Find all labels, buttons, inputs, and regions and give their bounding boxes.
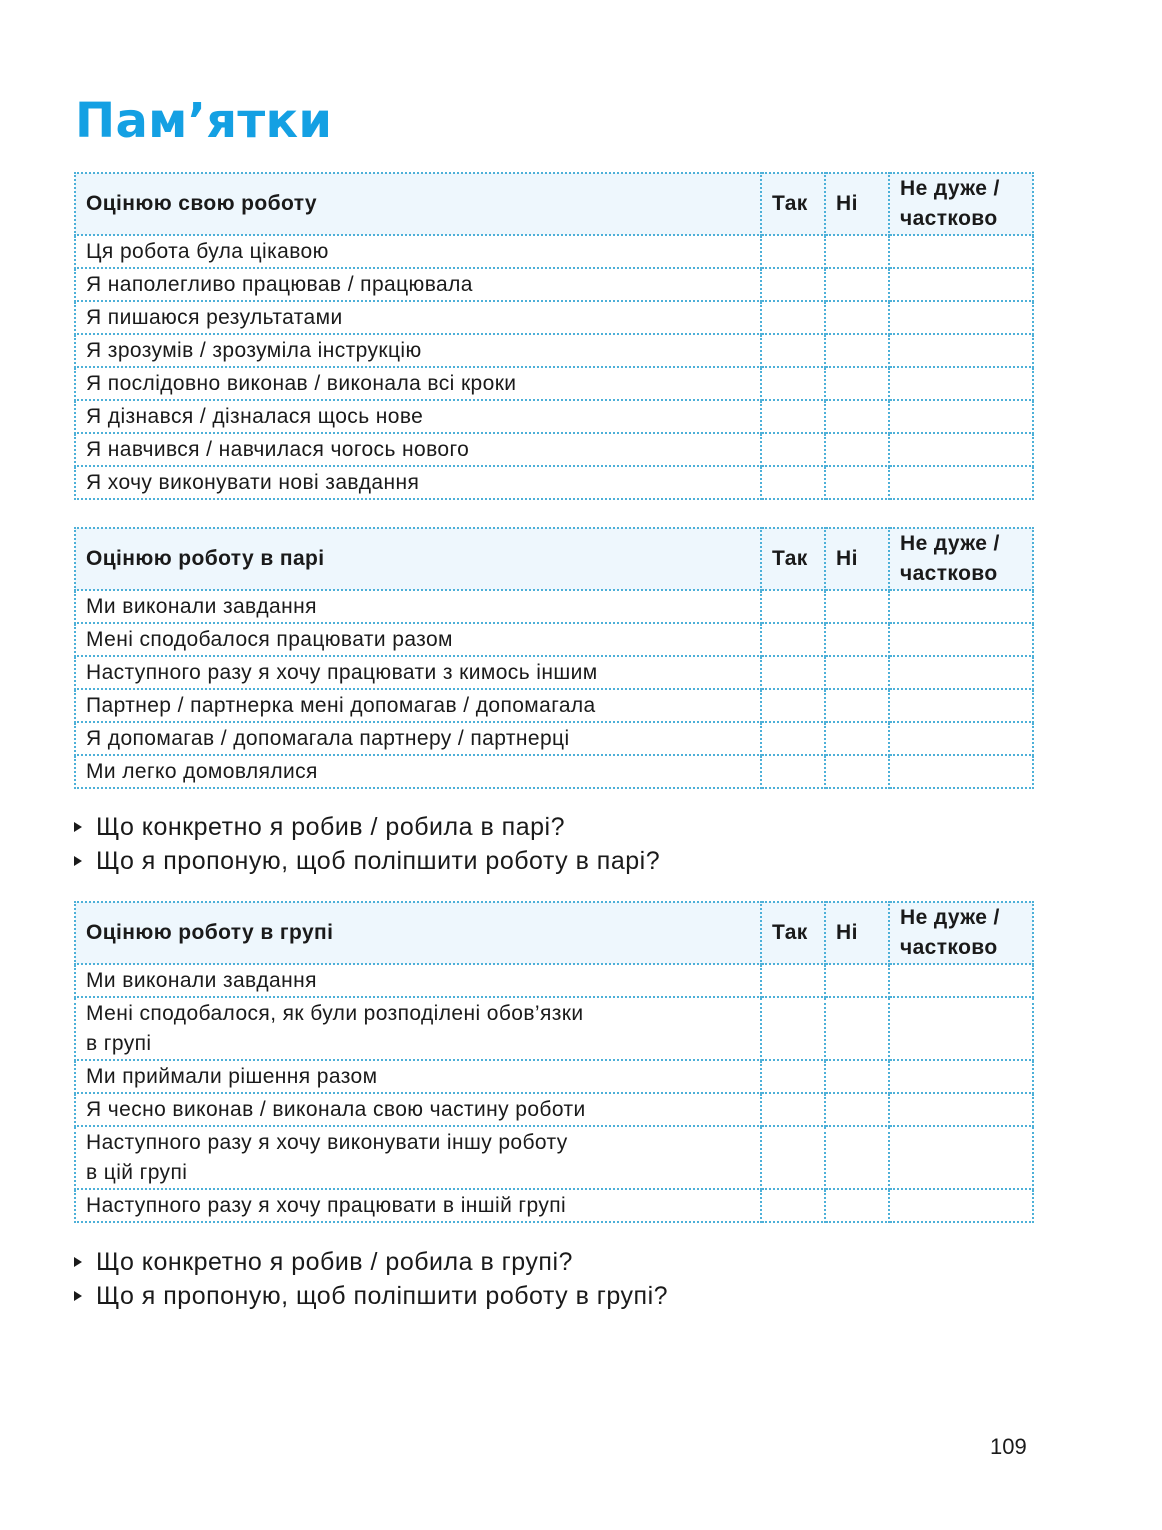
checkbox-partly-cell[interactable] [889,1126,1033,1189]
checkbox-no-cell[interactable] [825,964,889,997]
checkbox-yes-cell[interactable] [761,964,825,997]
criterion-text: Наступного разу я хочу працювати в іншій групі [75,1189,761,1222]
checkbox-yes-cell[interactable] [761,656,825,689]
criterion-text: Партнер / партнерка мені допомагав / допомагала [75,689,761,722]
checkbox-partly-cell[interactable] [889,400,1033,433]
table-header-row [75,173,1033,235]
checkbox-yes-cell[interactable] [761,755,825,788]
table-header-label: Оцінюю роботу в парі [75,528,761,590]
criterion-text: Ми виконали завдання [75,964,761,997]
checkbox-no-cell[interactable] [825,755,889,788]
table-row [75,367,1033,400]
criterion-text: Ми виконали завдання [75,590,761,623]
column-yes: Так [761,173,825,235]
list-item [74,1245,668,1279]
criterion-text: Мені сподобалося, як були розподілені обов’язки в групі [75,997,761,1060]
checkbox-partly-cell[interactable] [889,1189,1033,1222]
question-text: Що конкретно я робив / робила в групі? [96,1248,573,1276]
table-header-row [75,528,1033,590]
criterion-text: Я чесно виконав / виконала свою частину роботи [75,1093,761,1126]
table-row [75,689,1033,722]
checkbox-yes-cell[interactable] [761,235,825,268]
column-partly: Не дуже / частково [889,173,1033,235]
checkbox-partly-cell[interactable] [889,301,1033,334]
question-text: Що я пропоную, щоб поліпшити роботу в групі? [96,1282,669,1310]
criterion-text: Я наполегливо працював / працювала [75,268,761,301]
checkbox-partly-cell[interactable] [889,590,1033,623]
checkbox-yes-cell[interactable] [761,400,825,433]
table-row [75,590,1033,623]
table-row [75,997,1033,1060]
triangle-bullet-icon [74,822,82,832]
table-row [75,1093,1033,1126]
checkbox-no-cell[interactable] [825,656,889,689]
criterion-text: Мені сподобалося працювати разом [75,623,761,656]
column-yes: Так [761,528,825,590]
checkbox-yes-cell[interactable] [761,590,825,623]
column-no: Ні [825,902,889,964]
triangle-bullet-icon [74,856,82,866]
table-row [75,400,1033,433]
checkbox-yes-cell[interactable] [761,997,825,1060]
table-header-label: Оцінюю роботу в групі [75,902,761,964]
table-row [75,755,1033,788]
checkbox-partly-cell[interactable] [889,997,1033,1060]
checkbox-partly-cell[interactable] [889,1093,1033,1126]
criterion-text: Я дізнався / дізналася щось нове [75,400,761,433]
checkbox-no-cell[interactable] [825,1189,889,1222]
table-row [75,1060,1033,1093]
checkbox-yes-cell[interactable] [761,334,825,367]
criterion-text: Наступного разу я хочу працювати з кимось іншим [75,656,761,689]
criterion-text: Ця робота була цікавою [75,235,761,268]
criterion-text: Ми приймали рішення разом [75,1060,761,1093]
pair-reflection-questions [74,810,660,878]
column-partly: Не дуже / частково [889,528,1033,590]
column-no: Ні [825,173,889,235]
checkbox-partly-cell[interactable] [889,656,1033,689]
table-row [75,656,1033,689]
triangle-bullet-icon [74,1291,82,1301]
checkbox-partly-cell[interactable] [889,433,1033,466]
criterion-text: Наступного разу я хочу виконувати іншу роботу в цій групі [75,1126,761,1189]
table-row [75,1126,1033,1189]
checkbox-partly-cell[interactable] [889,722,1033,755]
group-evaluation-table [74,901,1034,1223]
table-row [75,1189,1033,1222]
checkbox-yes-cell[interactable] [761,433,825,466]
checkbox-no-cell[interactable] [825,268,889,301]
checkbox-no-cell[interactable] [825,466,889,499]
checkbox-no-cell[interactable] [825,1093,889,1126]
checkbox-yes-cell[interactable] [761,1126,825,1189]
checkbox-yes-cell[interactable] [761,623,825,656]
table-row [75,433,1033,466]
checkbox-partly-cell[interactable] [889,466,1033,499]
table-row [75,964,1033,997]
table-row [75,235,1033,268]
checkbox-yes-cell[interactable] [761,301,825,334]
criterion-text: Я хочу виконувати нові завдання [75,466,761,499]
checkbox-yes-cell[interactable] [761,722,825,755]
list-item [74,1279,668,1313]
checkbox-partly-cell[interactable] [889,623,1033,656]
checkbox-no-cell[interactable] [825,590,889,623]
table-row [75,268,1033,301]
table-header-label: Оцінюю свою роботу [75,173,761,235]
page-number: 109 [990,1434,1027,1459]
page-title: Пам’ятки [75,93,333,149]
checkbox-no-cell[interactable] [825,400,889,433]
criterion-text: Я пишаюся результатами [75,301,761,334]
checkbox-partly-cell[interactable] [889,689,1033,722]
checkbox-yes-cell[interactable] [761,367,825,400]
checkbox-partly-cell[interactable] [889,334,1033,367]
column-partly: Не дуже / частково [889,902,1033,964]
checkbox-no-cell[interactable] [825,334,889,367]
checkbox-yes-cell[interactable] [761,689,825,722]
checkbox-no-cell[interactable] [825,623,889,656]
table-row [75,301,1033,334]
criterion-text: Ми легко домовлялися [75,755,761,788]
list-item [74,810,660,844]
table-row [75,623,1033,656]
table-row [75,334,1033,367]
checkbox-no-cell[interactable] [825,997,889,1060]
criterion-text: Я навчився / навчилася чогось нового [75,433,761,466]
checkbox-partly-cell[interactable] [889,964,1033,997]
question-text: Що конкретно я робив / робила в парі? [96,813,565,841]
checkbox-partly-cell[interactable] [889,1060,1033,1093]
column-no: Ні [825,528,889,590]
checkbox-no-cell[interactable] [825,367,889,400]
list-item [74,844,660,878]
checkbox-no-cell[interactable] [825,301,889,334]
table-header-row [75,902,1033,964]
checkbox-no-cell[interactable] [825,433,889,466]
column-yes: Так [761,902,825,964]
checkbox-yes-cell[interactable] [761,1189,825,1222]
checkbox-yes-cell[interactable] [761,466,825,499]
table-row [75,722,1033,755]
criterion-text: Я допомагав / допомагала партнеру / партнерці [75,722,761,755]
criterion-text: Я послідовно виконав / виконала всі кроки [75,367,761,400]
checkbox-no-cell[interactable] [825,1060,889,1093]
checkbox-partly-cell[interactable] [889,235,1033,268]
checkbox-yes-cell[interactable] [761,1060,825,1093]
checkbox-no-cell[interactable] [825,689,889,722]
pair-evaluation-table [74,527,1034,789]
triangle-bullet-icon [74,1257,82,1267]
checkbox-partly-cell[interactable] [889,268,1033,301]
group-reflection-questions [74,1245,668,1313]
checkbox-yes-cell[interactable] [761,268,825,301]
table-row [75,466,1033,499]
checkbox-no-cell[interactable] [825,1126,889,1189]
criterion-text: Я зрозумів / зрозуміла інструкцію [75,334,761,367]
self-evaluation-table [74,172,1034,500]
question-text: Що я пропоную, щоб поліпшити роботу в парі? [96,847,661,875]
checkbox-no-cell[interactable] [825,235,889,268]
checkbox-partly-cell[interactable] [889,367,1033,400]
checkbox-yes-cell[interactable] [761,1093,825,1126]
checkbox-partly-cell[interactable] [889,755,1033,788]
checkbox-no-cell[interactable] [825,722,889,755]
